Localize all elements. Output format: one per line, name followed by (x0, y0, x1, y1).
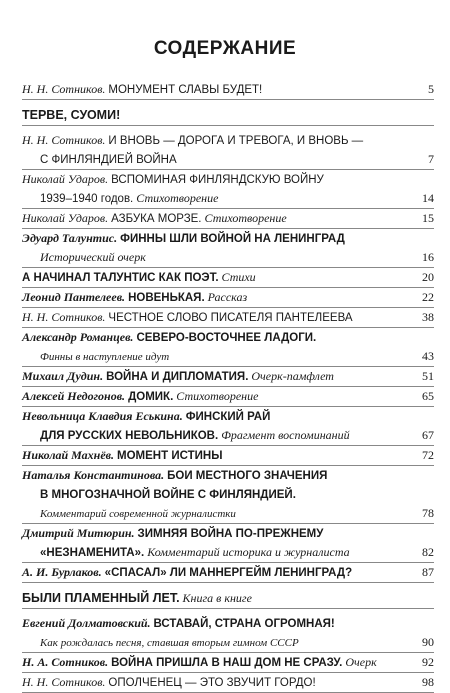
entry-author: Н. Н. Сотников. (22, 675, 106, 689)
section-title: ТЕРВЕ, СУОМИ! (22, 108, 121, 122)
entry-page: 5 (428, 82, 434, 96)
entry-author: Николай Ударов. (22, 172, 109, 186)
toc-entry (22, 407, 434, 446)
entry-title: ВСПОМИНАЯ ФИНЛЯНДСКУЮ ВОЙНУ (111, 174, 324, 186)
toc-section (22, 105, 434, 126)
entry-author: Михаил Дудин. (22, 369, 104, 383)
entry-title: И ВНОВЬ — ДОРОГА И ТРЕВОГА, И ВНОВЬ — (108, 135, 364, 147)
toc-section (22, 588, 434, 609)
entry-author: Дмитрий Митюрин. (22, 526, 135, 540)
entry-page: 14 (422, 191, 434, 205)
entry-author: А. И. Бурлаков. (22, 565, 102, 579)
entry-genre: Рассказ (207, 290, 248, 304)
entry-genre: Очерк-памфлет (251, 369, 334, 383)
entry-page: 15 (422, 211, 434, 225)
toc-entry (22, 387, 434, 407)
entry-author: Евгений Долматовский. (22, 616, 151, 630)
toc-entry (22, 268, 434, 288)
entry-genre: Исторический очерк (40, 250, 146, 264)
toc-entry (22, 524, 434, 563)
toc-entry (22, 170, 434, 209)
entry-page: 38 (422, 310, 434, 324)
entry-genre: Стихотворение (176, 389, 259, 403)
entry-page: 87 (422, 565, 434, 579)
entry-page: 51 (422, 369, 434, 383)
entry-title: «СПАСАЛ» ЛИ МАННЕРГЕЙМ ЛЕНИНГРАД? (104, 567, 353, 579)
toc-entry (22, 614, 434, 653)
entry-title: НОВЕНЬКАЯ. (128, 292, 205, 304)
entry-title: ВОЙНА И ДИПЛОМАТИЯ. (106, 371, 249, 383)
entry-genre: Фрагмент воспоминаний (221, 428, 350, 442)
toc-entry (22, 367, 434, 387)
entry-author: Алексей Недогонов. (22, 389, 126, 403)
entry-subtitle: Как рождалась песня, ставшая вторым гимном СССР (40, 637, 299, 649)
entry-title: А НАЧИНАЛ ТАЛУНТИС КАК ПОЭТ. (22, 272, 219, 284)
entry-title: ДОМИК. (128, 391, 174, 403)
entry-subtitle: Финны в наступление идут (40, 351, 170, 363)
entry-author: Александр Романцев. (22, 330, 134, 344)
entry-author: Н. Н. Сотников. (22, 82, 106, 96)
entry-title: ВОЙНА ПРИШЛА В НАШ ДОМ НЕ СРАЗУ. (111, 657, 343, 669)
entry-title-cont: В МНОГОЗНАЧНОЙ ВОЙНЕ С ФИНЛЯНДИЕЙ. (40, 489, 296, 501)
section-title: БЫЛИ ПЛАМЕННЫЙ ЛЕТ. (22, 591, 180, 605)
entry-page: 16 (422, 250, 434, 264)
entry-author: Николай Махнёв. (22, 448, 115, 462)
entry-genre: Стихи (221, 270, 256, 284)
entry-page: 7 (428, 152, 434, 166)
toc-entry (22, 653, 434, 673)
entry-author: Н. Н. Сотников. (22, 133, 106, 147)
entry-title: ОПОЛЧЕНЕЦ — ЭТО ЗВУЧИТ ГОРДО! (108, 677, 316, 689)
toc-entry (22, 563, 434, 583)
entry-genre: Стихотворение (204, 211, 287, 225)
entry-page: 98 (422, 675, 434, 689)
section-genre: Книга в книге (182, 591, 252, 605)
toc-entry (22, 131, 434, 170)
entry-page: 92 (422, 655, 434, 669)
entry-page: 43 (422, 349, 434, 363)
toc-entry (22, 229, 434, 268)
entry-author: Леонид Пантелеев. (22, 290, 126, 304)
entry-page: 22 (422, 290, 434, 304)
entry-title: ЧЕСТНОЕ СЛОВО ПИСАТЕЛЯ ПАНТЕЛЕЕВА (108, 312, 353, 324)
entry-title: БОИ МЕСТНОГО ЗНАЧЕНИЯ (167, 470, 328, 482)
toc-entry (22, 466, 434, 524)
entry-page: 20 (422, 270, 434, 284)
entry-page: 90 (422, 635, 434, 649)
entry-author: Николай Ударов. (22, 211, 109, 225)
entry-page: 78 (422, 506, 434, 520)
entry-page: 67 (422, 428, 434, 442)
toc-entry (22, 328, 434, 367)
entry-genre: Стихотворение (136, 191, 219, 205)
entry-title: СЕВЕРО-ВОСТОЧНЕЕ ЛАДОГИ. (136, 332, 317, 344)
entry-genre: Комментарий историка и журналиста (147, 545, 350, 559)
entry-page: 72 (422, 448, 434, 462)
entry-author: Невольница Клавдия Еськина. (22, 409, 183, 423)
toc-entry (22, 288, 434, 308)
table-of-contents (22, 80, 434, 693)
entry-title: МОМЕНТ ИСТИНЫ (117, 450, 223, 462)
entry-author: Эдуард Талунтис. (22, 231, 118, 245)
entry-page: 82 (422, 545, 434, 559)
entry-title: ФИНСКИЙ РАЙ (185, 411, 271, 423)
entry-title-cont: С ФИНЛЯНДИЕЙ ВОЙНА (40, 154, 177, 166)
entry-title-cont: «НЕЗНАМЕНИТА». (40, 547, 145, 559)
entry-subtitle: Комментарий современной журналистки (40, 508, 236, 520)
page-title: СОДЕРЖАНИЕ (153, 38, 297, 59)
entry-title-cont: 1939–1940 годов. (40, 193, 134, 205)
entry-page: 65 (422, 389, 434, 403)
entry-title: ЗИМНЯЯ ВОЙНА ПО-ПРЕЖНЕМУ (137, 528, 324, 540)
toc-entry (22, 673, 434, 693)
entry-genre: Очерк (345, 655, 377, 669)
entry-title: МОНУМЕНТ СЛАВЫ БУДЕТ! (108, 84, 263, 96)
entry-author: Н. Н. Сотников. (22, 310, 106, 324)
toc-entry (22, 209, 434, 229)
entry-title: ВСТАВАЙ, СТРАНА ОГРОМНАЯ! (153, 618, 335, 630)
entry-author: Н. А. Сотников. (22, 655, 109, 669)
entry-title-cont: ДЛЯ РУССКИХ НЕВОЛЬНИКОВ. (40, 430, 219, 442)
toc-entry (22, 308, 434, 328)
entry-title: ФИННЫ ШЛИ ВОЙНОЙ НА ЛЕНИНГРАД (120, 233, 345, 245)
toc-entry (22, 80, 434, 100)
entry-title: АЗБУКА МОРЗЕ. (111, 213, 202, 225)
entry-author: Наталья Константинова. (22, 468, 165, 482)
toc-entry (22, 446, 434, 466)
